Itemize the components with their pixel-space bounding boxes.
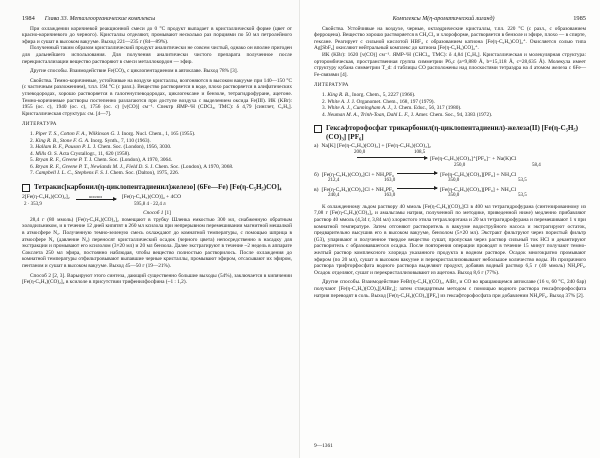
reaction-c-lhs: [Fe(η-C₅H₅)(CO)₂]Cl + NH₄PF₆ — [321, 186, 394, 193]
intro-paragraph-1: При охлаждении коричневой реакционной смеси до 0 °С продукт выпадает в кристаллической форме (цвет от красно-коричневого до черного). Кристаллы отделяют, промывают несколько раз порциями по 50 мл петролейного эфира и сушат в высоком вакууме. Выход 221—235 г (84—89%). — [22, 25, 292, 45]
reaction-a-mw3: 250,0 — [454, 162, 466, 168]
right-references — [314, 92, 586, 118]
right-ref-3: 3. White A. J., Cunningham A. J., J. Chem. Educ., 56, 317 (1980). — [322, 105, 462, 112]
reaction-conditions: ксилол — [89, 194, 103, 200]
right-running-head — [314, 16, 586, 23]
reaction-c-mw1: 240,4 — [328, 193, 340, 199]
reaction-b-mw2: 163,0 — [384, 178, 396, 184]
reaction-arrow-icon — [76, 199, 116, 200]
reaction-c-rhs: [Fe(η-C₅H₅)(CO)₃][PF₆] + NH₄Cl — [439, 186, 517, 193]
left-compound-title: Тетракис[карбонил(η-циклопентадиенил)железо] (6Fe—Fe) [Fe(η-C₅H₅)CO]₄ — [22, 183, 292, 192]
reaction-mw-lhs: 2 · 353,9 — [24, 201, 42, 207]
reaction-b-mw3: 350,0 — [448, 178, 460, 184]
right-refs-header: ЛИТЕРАТУРА — [314, 83, 349, 89]
right-page — [300, 0, 600, 458]
reaction-a-lhs: Na[K] [Fe(η-C₅H₅)(CO)₂] + [Fe(η-C₅H₅)(CO)₂]₂ — [321, 143, 431, 150]
reaction-c-arrow-icon — [397, 188, 437, 189]
reaction-rhs: [Fe(η-C₅H₅)(CO)]₄ + 4CO — [121, 194, 182, 201]
reaction-c — [314, 187, 586, 200]
reaction-a-rhs: [Fe(η-C₅H₅)(CO)₃]⁺[PF₆]⁻ + Na(K)Cl — [430, 156, 517, 163]
left-ref-3: 3. Hallam B. F., Pauson P. L. J. Chem. Soc. (London), 1956, 3030. — [30, 144, 172, 151]
reaction-a-mw2: 108,5 — [414, 149, 426, 155]
reaction-a-label: а) — [314, 143, 319, 150]
left-ref-5: 5. Bryan R. F., Greene P. T. J. Chem. Soc. (London), A 1970, 3064. — [30, 157, 173, 164]
left-page-number: 1984 — [22, 15, 35, 22]
reaction-c-mw2: 163,0 — [384, 193, 396, 199]
reaction-b-lhs: [Fe(η-C₅H₅)(CO)₂]Cl + NH₄PF₆ — [321, 171, 395, 178]
reaction-lhs: 2[Fe(η-C₅H₅)(CO)₂]₂ — [22, 194, 70, 201]
left-ref-7: 7. Campbell I. L. C., Stephens F. S. J. Chem. Soc. (Dalton), 1975, 226. — [30, 170, 180, 177]
reaction-b-mw1: 212,4 — [328, 178, 340, 184]
right-page-number: 1985 — [573, 15, 586, 22]
reaction-b-rhs: [Fe(η-C₅H₅)(CO)₃][PF₆] + NH₄Cl — [440, 171, 517, 178]
square-bullet-icon — [314, 125, 322, 133]
left-running-title: Глава 33. Металлоорганические комплексы — [44, 16, 156, 22]
properties-1: Свойства. Темно-коричневые, устойчивые на воздухе кристаллы, возгоняются в высоком вакууме при 140—150 °С (с частичным разложением), т.пл. 194 °С (с разл.). Вещество растворяется в воде, плохо растворяется в алифатических углеводородах, хорошо растворяется в галогенуглеводородах, циклогексане и бензоле, тетрагидрофуране, ацетоне. Темно-коричневые растворы постепенно разлагаются при доступе воздуха с выделением оксида Fe(III). ИК (KBr): 1955 (ос. с), 1940 (ос. с), 1756 (ос. с) [ν(CO)] см⁻¹. Спектр ЯМР-¹H (CDCl₃, TMC): δ 4,79 [синглет, C₅H₅]. Кристаллическая структура: см. [4—7]. — [22, 77, 292, 117]
left-ref-1: 1. Piper T. S., Cotton F. A., Wilkinson G. J. Inorg. Nucl. Chem., 1, 165 (1955). — [30, 130, 196, 137]
left-column — [22, 0, 292, 286]
method-1-text: 28,4 г (80 ммоль) [Fe(η-C₅H₅)(CO)₂]₂ помещают в трубку Шленка емкостью 300 мл, снабженную обратным холодильником, и в течение 12 дней кипятят в 260 мл ксилола при непрерывном перемешивании магнитной мешалкой в атмосфере N₂. Полученную темно-зеленую смесь охлаждают до комнатной температуры, с помощью шприца в атмосфере N₂ (давление N₂) переносят кристаллический осадок (черного цвета) непосредственно в насадку для экстракции и промывают его ксилолом (3×20 мл) и 20 мл бензола. Далее экстрагируют в течение ~2 недель в аппарате Сокслета 250 мл эфира, постоянно наблюдая, чтобы вещество полностью растворилось. После охлаждения до комнатной температуры отфильтровывают выпавшие черные кристаллы, промывают эфиром, отсасывают их эфиром, пентаном и сушат в высоком вакууме. Выход 45—50 г (19—21%). — [22, 216, 292, 269]
left-references — [22, 131, 292, 177]
reaction-b-arrow-icon — [397, 173, 437, 174]
signature-mark: 9—1361 — [314, 443, 333, 450]
method-1-label: Способ 1 [1] — [143, 210, 171, 217]
intro-paragraph-2: Полученный таким образом кристаллический продукт аналитически не совсем чистый, однако он вполне пригоден для дальнейшего использования. Для получения аналитически чистого препарата полученное после перекристаллизации вещество растворяют в смеси металлокордон — эфир. — [22, 45, 292, 65]
right-ref-2: 2. White A. J. J. Organomet. Chem., 168, 197 (1979). — [322, 98, 435, 105]
square-bullet-icon — [22, 184, 30, 192]
reaction-mw-rhs: 595,8 4 · 22,4 л — [134, 201, 166, 207]
reaction-a — [314, 143, 586, 169]
right-body: К охлажденному льдом раствору 40 ммоль [Fe(η-C₅H₅)(CO)₂]Cl в 400 мл тетрагидрофурана (синтезированному из 7,08 г [Fe(η-C₅H₅)(CO)₂]₂ и амальгамы натрия, полученной по методике, приведенной ниже) медленно прибавляют раствор 40 ммоль (4,34 г, 3,84 мл) хлористого этила тетрахлорэтана и 20 мл тетрагидрофурана и перемешивают 1 ч при комнатной температуре. Затем отгоняют растворитель в вакууме водоструйного насоса и экстрагируют остаток, предварительно высушив его в высоком вакууме, бензолом (5×20 мл). Экстракт фильтруют через пористый фильтр (G3), упаривают и полученное твердое вещество сушат, пропуская через раствор сильный ток HCl и декантируют растворитель с образовавшегося осадка. После повторения операции проводят в течение 15 минут получают темно-желтый раствор комплексного хлорида указанного продукта в водном растворе. Осадок многократно промывают эфиром (по 20 мл), сушат в высоком вакууме и перекристаллизовывают небольшое количество воды. Из прозрачного раствора трифторфосфата водного раствора выделяют продукт, добавив водный раствор 6,5 г (40 ммоль) NH₄PF₆. Осадок отделяют, сушат и перекристаллизовывают из ацетона. Выход 8,6 г (77%). — [314, 203, 586, 276]
right-compound-title: Гексафторофосфат трикарбонил(η-циклопентадиенил)-железа(II) [Fe(η-C₅H₅)(CO)₃] [PF₆] — [314, 124, 586, 141]
properties-2: Свойства. Устойчивые на воздухе, черные, октаэдрические кристаллы, т.пл. 220 °С (с разл., с образованием ферроцена). Вещество хорошо растворяется в CH₂Cl₂ и хлороформе, растворяется в бензоле и эфире, плохо — в спирте, гексане. Реагирует с сильной кислотой HBF₄ с образованием катиона [Fe(η-C₅H₅)CO]₄⁺. Окисляется солью типа Ag[SbF₆] окисляют нейтральный комплекс до катиона [Fe(η-C₅H₅)CO]₄⁺. — [314, 25, 586, 52]
right-ref-1: 1. King R. B., Inorg. Chem., 5, 2227 (1966). — [322, 91, 416, 98]
method-2-text: Способ 2 [2, 3]. Варьируют этого синтеза, дающий существенно большие выходы (54%), заключается в кипячении [Fe(η-C₅H₅)(CO)₂]₂ в ксилоле в присутствии трифенилфосфина (~1 : 1,2). — [22, 272, 292, 286]
properties-2b: ИК (KBr): 1620 [ν(CO)] см⁻¹. ЯМР-¹H (CHCl₃, TMC): δ 4,84 [C₅H₅]. Кристаллическая и молекулярная структура: орторомбическая, пространственная группа симметрии P6₃c (a=9,880 Å, b=15,118 Å, c=28,635 Å). Молекула имеет структуру кубана симметрии T_d: 4 таблицы CO расположены над плоскостями тетраэдра на 4 атомом железа с 6Fe—Fe-связями [4]. — [314, 51, 586, 78]
reaction-c-mw4: 53,5 — [518, 193, 527, 199]
other-methods-2: Другие способы. Взаимодействие FeBr(η-C₅H₅)(CO)₂, AlBr₃ и CO во вращающемся автоклаве (16 ч, 60 °С, 240 бар) получают [Fe(η-C₅H₅)(CO)₃][AlBr₄]; затем стандартным методом с помощью водного раствора гексафторофосфата натрия переводят в соль. Выход [Fe(η-C₅H₅)(CO)₃][PF₆] из гексафторофосфата при добавлении NH₄PF₆. Выход 37% [2]. — [314, 279, 586, 299]
reaction-c-label: в) — [314, 186, 319, 193]
right-ref-4: 4. Neuman M. A., Trinh-Toan, Dahl L. F., J. Amer. Chem. Soc., 94, 3383 (1972). — [322, 111, 493, 118]
reaction-b-mw4: 53,5 — [518, 178, 527, 184]
left-ref-6: 6. Bryan R. F., Greene P. T., Newlands M. J., Field D. S. J. Chem. Soc. (London), A 1970, 3068. — [30, 163, 234, 170]
other-methods-1: Другие способы. Взаимодействие Fe(CO)₅ с циклопентадиеном в автоклаве. Выход 78% [3]. — [30, 68, 238, 75]
reaction-b-label: б) — [314, 171, 319, 178]
right-column — [314, 0, 586, 299]
reaction-a-mw4: 58,4 — [532, 162, 541, 168]
right-running-title: Комплексы M(η-ароматический лиганд) — [392, 16, 495, 22]
left-refs-header: ЛИТЕРАТУРА — [22, 122, 57, 128]
left-ref-2: 2. King R. B., Stone F. G. A. Inorg. Synth., 7, 110 (1963). — [30, 137, 151, 144]
reaction-a-arrow-icon — [357, 157, 427, 158]
reaction-a-mw1: 200,0 — [354, 149, 366, 155]
left-running-head — [22, 16, 292, 23]
reaction-b — [314, 172, 586, 185]
left-reaction — [22, 194, 292, 208]
reaction-c-mw3: 350,0 — [448, 193, 460, 199]
left-ref-4: 4. Mills O. S. Acta Crystallogr., 11, 620 (1958). — [30, 150, 131, 157]
